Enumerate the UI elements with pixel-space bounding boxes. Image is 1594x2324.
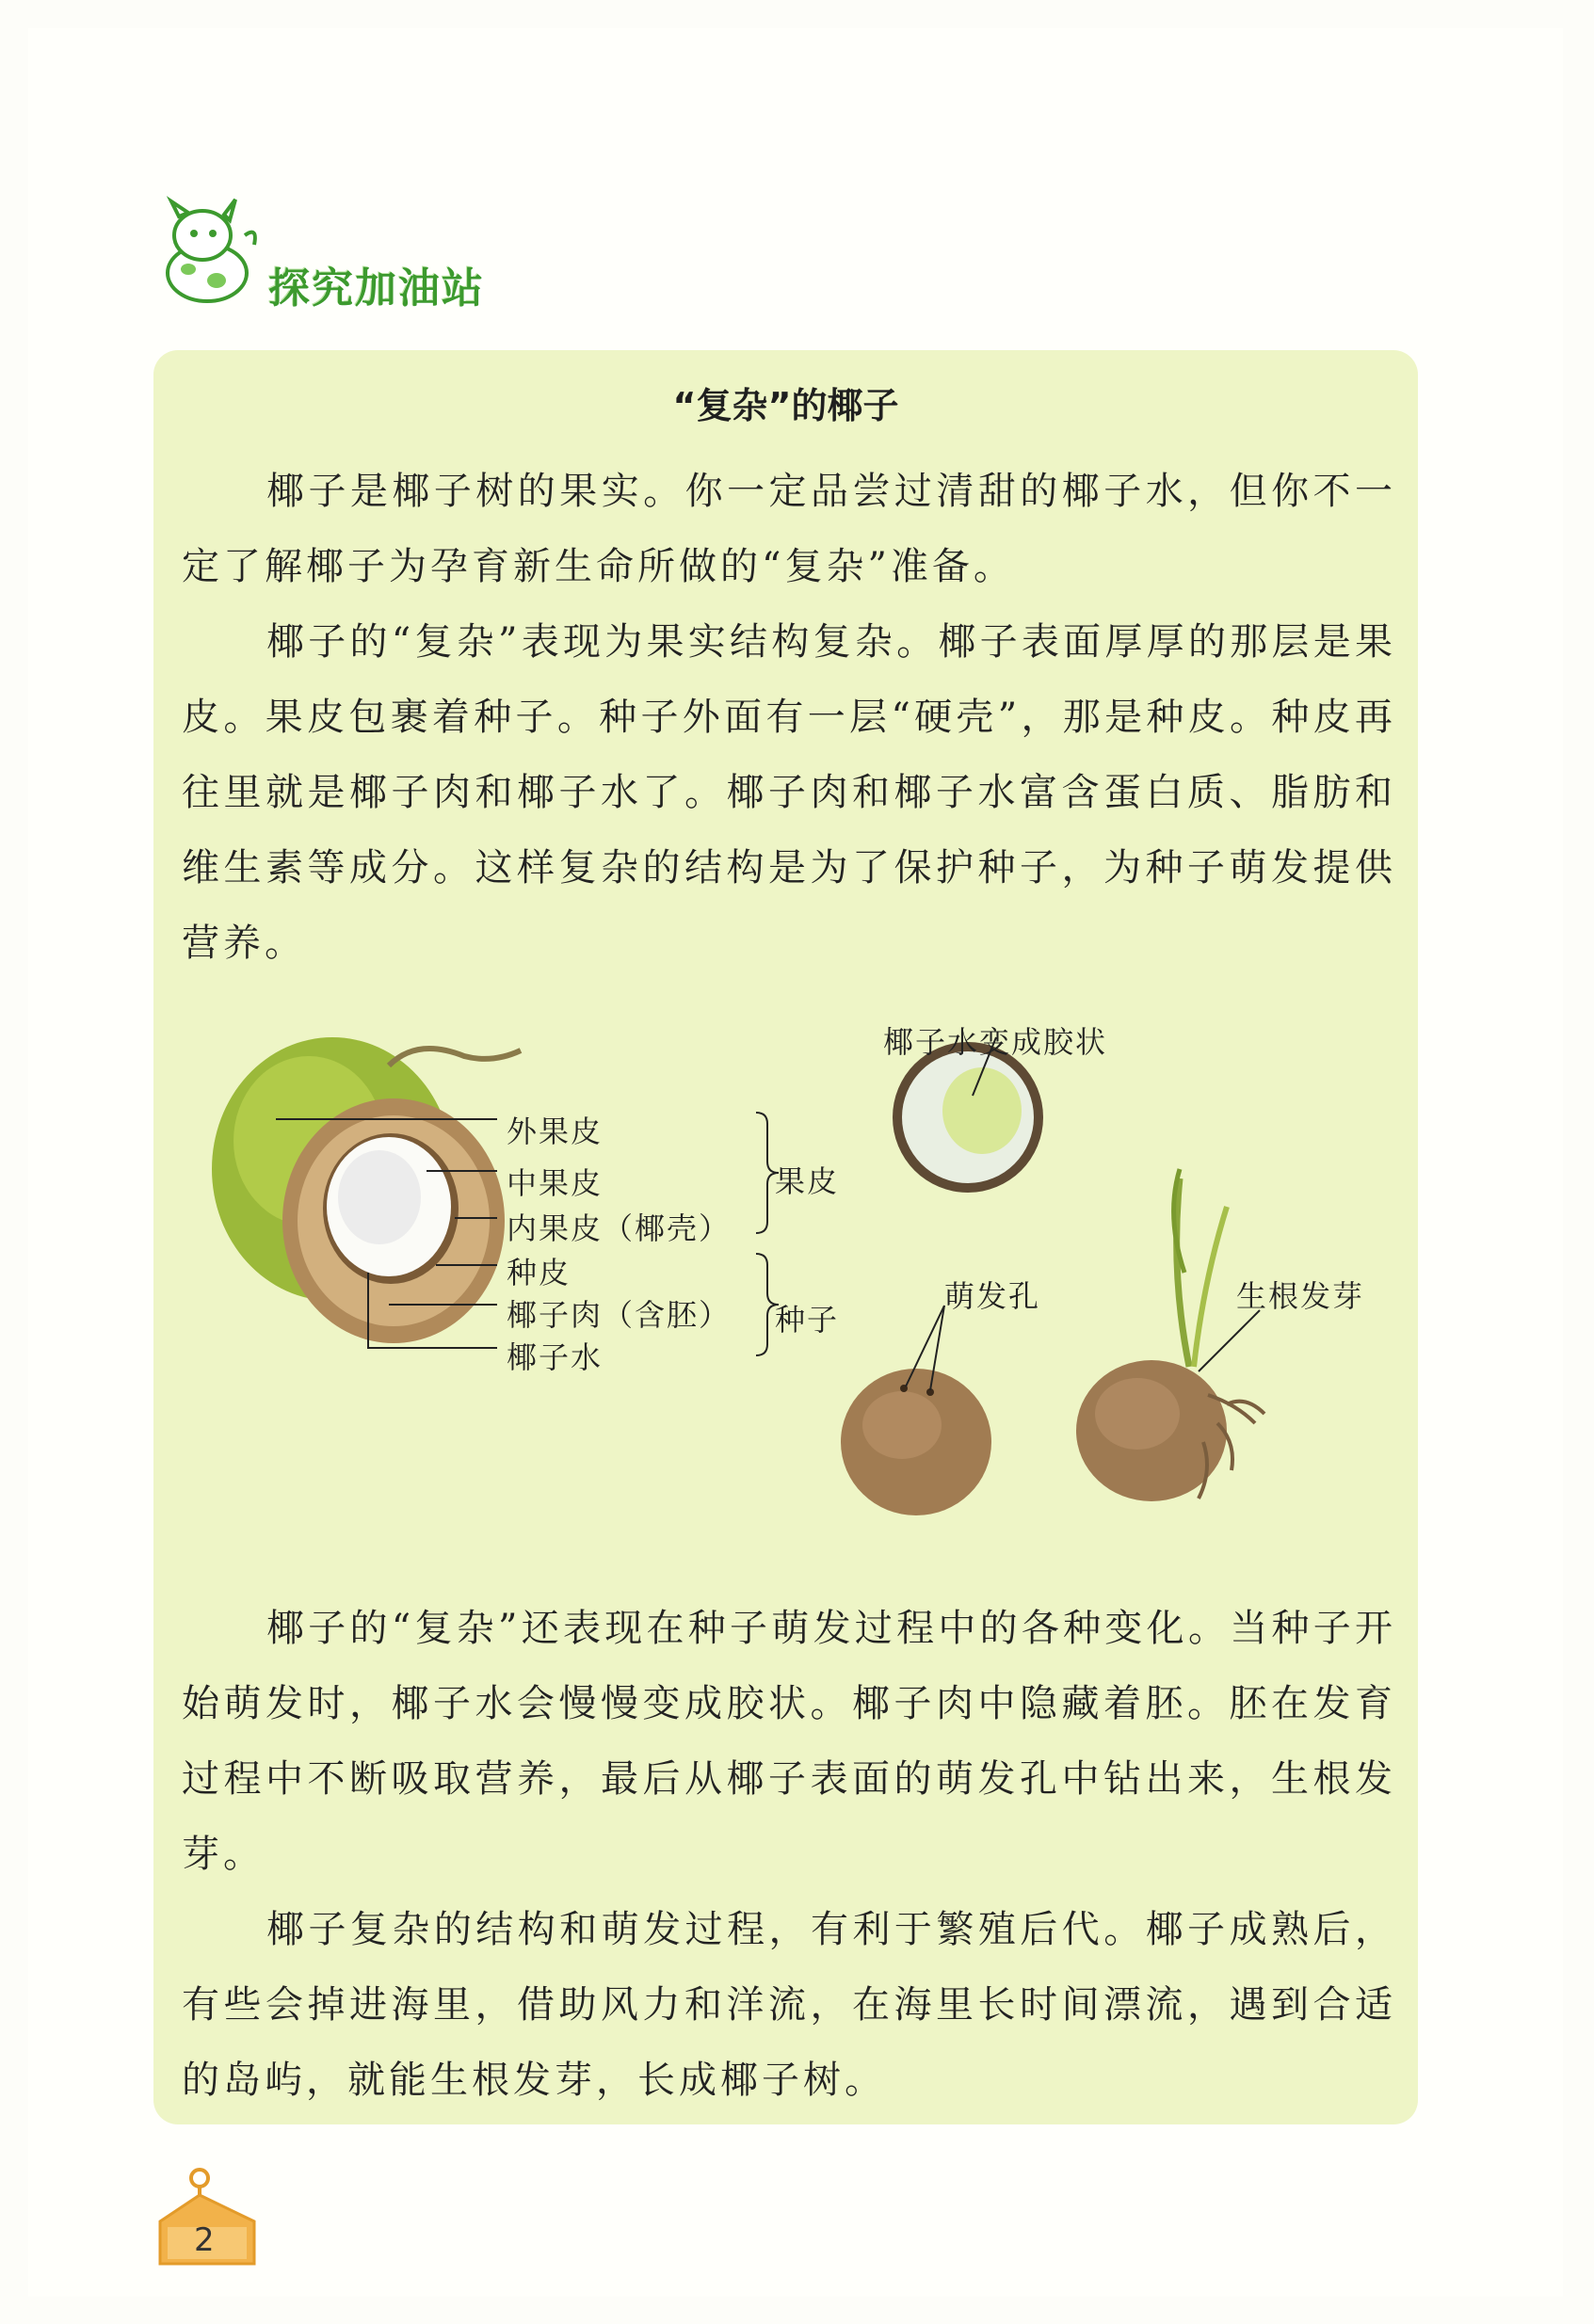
- label-endocarp: 内果皮（椰壳）: [507, 1210, 732, 1246]
- paragraph-1: 椰子是椰子树的果实。你一定品尝过清甜的椰子水，但你不一定了解椰子为孕育新生命所做的“复杂”准备。: [182, 470, 1396, 588]
- sprouting-coconut-illustration: [1076, 1169, 1264, 1501]
- label-sprout: 生根发芽: [1236, 1278, 1365, 1314]
- label-gel: 椰子水变成胶状: [883, 1024, 1108, 1060]
- label-pericarp-group: 果皮: [775, 1163, 840, 1199]
- coconut-diagram: [153, 990, 1418, 1555]
- label-water: 椰子水: [507, 1339, 604, 1375]
- paragraph-3: 椰子的“复杂”还表现在种子萌发过程中的各种变化。当种子开始萌发时，椰子水会慢慢变成胶状。椰子肉中隐藏着胚。胚在发育过程中不断吸取营养，最后从椰子表面的萌发孔中钻出来，生根发芽。: [182, 1607, 1396, 1876]
- label-flesh: 椰子肉（含胚）: [507, 1297, 732, 1333]
- label-seed-coat: 种皮: [507, 1255, 572, 1290]
- cut-coconut-illustration: [282, 1098, 505, 1343]
- label-pore: 萌发孔: [944, 1278, 1041, 1314]
- label-seed-group: 种子: [775, 1302, 840, 1338]
- page-number: 2: [194, 2221, 215, 2259]
- section-header: [151, 188, 527, 311]
- label-exocarp: 外果皮: [507, 1114, 604, 1149]
- cow-mascot-icon: [151, 188, 273, 311]
- page-number-tag: [151, 2165, 273, 2268]
- section-title: 探究加油站: [268, 264, 485, 313]
- paragraph-4: 椰子复杂的结构和萌发过程，有利于繁殖后代。椰子成熟后，有些会掉进海里，借助风力和洋流，在海里长时间漂流，遇到合适的岛屿，就能生根发芽，长成椰子树。: [182, 1908, 1396, 2102]
- germination-pore-coconut-illustration: [841, 1306, 991, 1515]
- article-title: “复杂”的椰子: [672, 385, 899, 426]
- content-panel: [153, 350, 1418, 2124]
- paragraph-2: 椰子的“复杂”表现为果实结构复杂。椰子表面厚厚的那层是果皮。果皮包裹着种子。种子外面有一层“硬壳”，那是种皮。种皮再往里就是椰子肉和椰子水了。椰子肉和椰子水富含蛋白质、脂肪和维生素等成分。这样复杂的结构是为了保护种子，为种子萌发提供营养。: [182, 620, 1396, 965]
- label-mesocarp: 中果皮: [507, 1165, 604, 1201]
